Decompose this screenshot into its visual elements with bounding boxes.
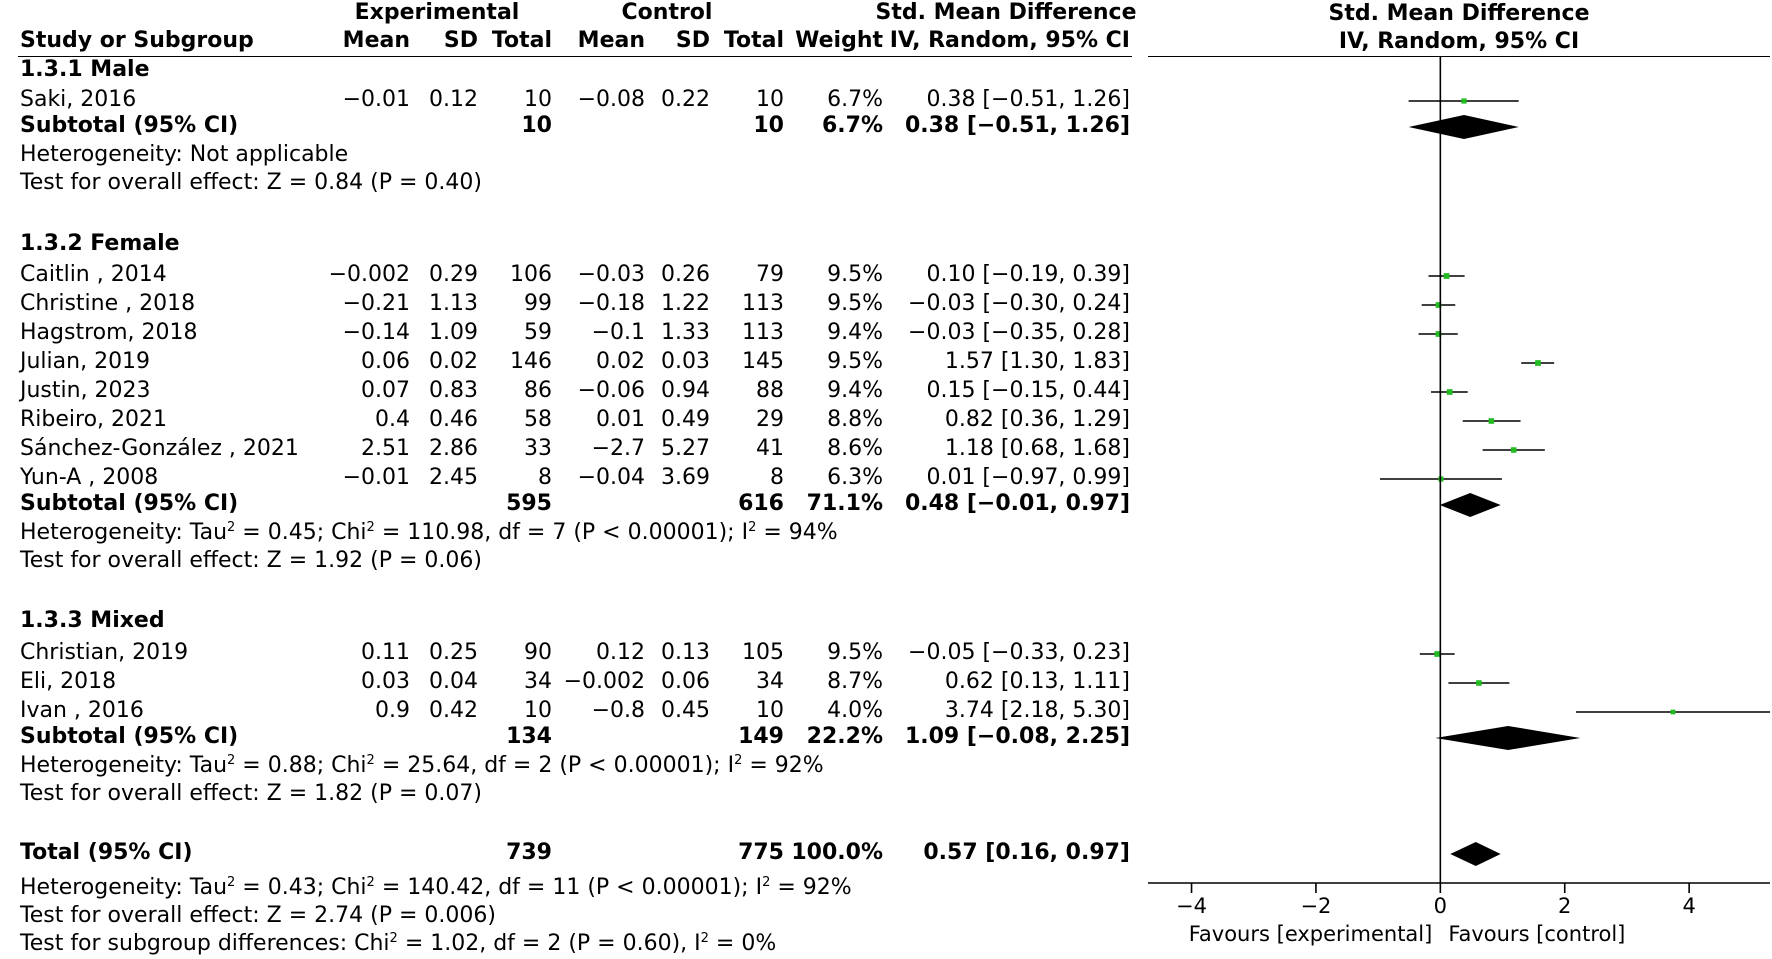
study-row-e-sd: 1.13 — [429, 291, 478, 316]
study-row-ci: 1.18 [0.68, 1.68] — [944, 436, 1130, 461]
study-row-c-sd: 0.26 — [661, 262, 710, 287]
total-heterogeneity-text: Heterogeneity: Tau$^2$ = 0.43; Chi$^2$ = 140.42, df = 11 (P < 0.00001); $I^2 = 92\%$ — [20, 875, 852, 900]
study-row-c-mean: −0.06 — [577, 378, 645, 403]
study-row-e-total: 34 — [524, 669, 552, 694]
header-c-mean: Mean — [577, 28, 645, 53]
study-row-name: Saki, 2016 — [20, 87, 137, 112]
study-row-e-total: 86 — [524, 378, 552, 403]
study-row-e-total: 58 — [524, 407, 552, 432]
study-row-e-mean: 0.4 — [375, 407, 410, 432]
subtotal-row-ci: 0.48 [−0.01, 0.97] — [904, 491, 1130, 516]
subtotal-row-diamond — [1440, 493, 1501, 517]
study-row-c-mean: −2.7 — [591, 436, 645, 461]
header-weight: Weight — [795, 28, 883, 53]
study-row-ci: −0.05 [−0.33, 0.23] — [908, 640, 1130, 665]
study-row-weight: 6.3% — [827, 465, 883, 490]
study-row-weight: 4.0% — [827, 698, 883, 723]
study-row-name: Caitlin , 2014 — [20, 262, 167, 287]
header-rule — [18, 56, 1132, 57]
overall-effect-text: Test for overall effect: Z = 1.82 (P = 0.07) — [20, 781, 482, 806]
x-tick-label: 4 — [1682, 894, 1696, 918]
heterogeneity-text: Heterogeneity: Tau$^2$ = 0.88; Chi$^2$ = 25.64, df = 2 (P < 0.00001); $I^2 = 92\%$ — [20, 753, 824, 778]
study-row-c-sd: 0.49 — [661, 407, 710, 432]
study-row-e-total: 59 — [524, 320, 552, 345]
study-row-weight: 6.7% — [827, 87, 883, 112]
study-row-e-total: 10 — [524, 87, 552, 112]
subtotal-row-c-total: 149 — [738, 724, 784, 749]
study-row-name: Christine , 2018 — [20, 291, 196, 316]
header-smd: Std. Mean Difference — [875, 0, 1137, 25]
study-row-name: Sánchez-González , 2021 — [20, 436, 299, 461]
study-row-name: Ribeiro, 2021 — [20, 407, 168, 432]
study-row-marker — [1511, 447, 1517, 453]
study-row-ci: 0.82 [0.36, 1.29] — [944, 407, 1130, 432]
study-row-e-mean: −0.14 — [342, 320, 410, 345]
subtotal-row-e-total: 134 — [506, 724, 552, 749]
study-row-c-sd: 5.27 — [661, 436, 710, 461]
favours-experimental-label: Favours [experimental] — [1188, 922, 1433, 946]
study-row-c-total: 113 — [742, 320, 784, 345]
header-e-sd: SD — [443, 28, 478, 53]
study-row-ci: 3.74 [2.18, 5.30] — [944, 698, 1130, 723]
subtotal-row-ci: 1.09 [−0.08, 2.25] — [904, 724, 1130, 749]
header-e-mean: Mean — [342, 28, 410, 53]
study-row-c-sd: 3.69 — [661, 465, 710, 490]
study-row-c-mean: −0.08 — [577, 87, 645, 112]
study-row-weight: 8.8% — [827, 407, 883, 432]
study-row-marker — [1444, 273, 1450, 279]
subgroup-differences-text: Test for subgroup differences: Chi$^2$ = 1.02, df = 2 (P = 0.60), $I^2 = 0\%$ — [20, 931, 777, 956]
study-row-e-mean: 0.11 — [361, 640, 410, 665]
study-row-e-total: 8 — [538, 465, 552, 490]
study-row-e-mean: 0.06 — [361, 349, 410, 374]
study-row-marker — [1489, 418, 1495, 424]
study-row-e-sd: 1.09 — [429, 320, 478, 345]
study-row-e-mean: −0.21 — [342, 291, 410, 316]
subtotal-row-label: Subtotal (95% CI) — [20, 113, 239, 138]
study-row-c-total: 41 — [756, 436, 784, 461]
subgroup-title: 1.3.1 Male — [20, 57, 150, 82]
study-row-marker — [1447, 389, 1453, 395]
study-row-c-total: 105 — [742, 640, 784, 665]
header-experimental: Experimental — [354, 0, 520, 25]
study-row-c-total: 145 — [742, 349, 784, 374]
study-row-c-total: 34 — [756, 669, 784, 694]
study-row-c-mean: −0.1 — [591, 320, 645, 345]
subtotal-row-e-total: 595 — [506, 491, 552, 516]
study-row-ci: 0.15 [−0.15, 0.44] — [926, 378, 1130, 403]
study-row-e-total: 99 — [524, 291, 552, 316]
plot-header-rule — [1148, 56, 1770, 57]
study-row-weight: 8.6% — [827, 436, 883, 461]
subtotal-row-c-total: 10 — [753, 113, 784, 138]
total-row-label: Total (95% CI) — [20, 840, 193, 865]
study-row-name: Hagstrom, 2018 — [20, 320, 198, 345]
study-row-c-mean: 0.01 — [596, 407, 645, 432]
study-row-c-sd: 1.22 — [661, 291, 710, 316]
study-row-e-mean: −0.01 — [342, 465, 410, 490]
study-row-c-sd: 0.06 — [661, 669, 710, 694]
study-row-e-sd: 0.04 — [429, 669, 478, 694]
study-row-weight: 9.4% — [827, 378, 883, 403]
study-row-c-sd: 1.33 — [661, 320, 710, 345]
study-row-c-mean: 0.12 — [596, 640, 645, 665]
study-row-e-total: 90 — [524, 640, 552, 665]
study-row-c-sd: 0.22 — [661, 87, 710, 112]
total-overall-effect-text: Test for overall effect: Z = 2.74 (P = 0.006) — [20, 903, 496, 928]
study-row-c-sd: 0.13 — [661, 640, 710, 665]
study-row-e-sd: 0.12 — [429, 87, 478, 112]
subtotal-row-diamond — [1435, 726, 1580, 750]
study-row-c-sd: 0.94 — [661, 378, 710, 403]
subtotal-row-weight: 22.2% — [806, 724, 883, 749]
study-row-e-sd: 0.29 — [429, 262, 478, 287]
study-row-weight: 8.7% — [827, 669, 883, 694]
study-row-e-sd: 0.46 — [429, 407, 478, 432]
study-row-ci: 0.62 [0.13, 1.11] — [944, 669, 1130, 694]
study-row-c-mean: −0.002 — [563, 669, 645, 694]
study-row-e-sd: 0.02 — [429, 349, 478, 374]
subtotal-row-label: Subtotal (95% CI) — [20, 724, 239, 749]
study-row-name: Yun-A , 2008 — [20, 465, 159, 490]
study-row-c-mean: −0.8 — [591, 698, 645, 723]
study-row-e-mean: −0.01 — [342, 87, 410, 112]
study-row-c-mean: 0.02 — [596, 349, 645, 374]
study-row-c-mean: −0.18 — [577, 291, 645, 316]
x-tick-label: −4 — [1176, 894, 1208, 918]
study-row-name: Julian, 2019 — [20, 349, 151, 374]
study-row-c-total: 113 — [742, 291, 784, 316]
study-row-e-sd: 0.42 — [429, 698, 478, 723]
study-row-name: Eli, 2018 — [20, 669, 117, 694]
plot-header-title: Std. Mean Difference — [1328, 1, 1590, 26]
study-row-e-sd: 2.45 — [429, 465, 478, 490]
study-row-ci: 1.57 [1.30, 1.83] — [944, 349, 1130, 374]
study-row-ci: −0.03 [−0.35, 0.28] — [908, 320, 1130, 345]
study-row-marker — [1535, 360, 1541, 366]
study-row-marker — [1434, 651, 1440, 657]
study-row-c-total: 88 — [756, 378, 784, 403]
x-tick-label: 0 — [1433, 894, 1448, 918]
plot-header-subtitle: IV, Random, 95% CI — [1338, 29, 1580, 54]
total-row-diamond — [1450, 842, 1500, 866]
subtotal-row-diamond — [1409, 115, 1519, 139]
study-row-ci: 0.38 [−0.51, 1.26] — [926, 87, 1130, 112]
study-row-c-mean: −0.03 — [577, 262, 645, 287]
study-row-weight: 9.5% — [827, 262, 883, 287]
study-row-c-total: 79 — [756, 262, 784, 287]
study-row-e-mean: 0.9 — [375, 698, 410, 723]
study-row-e-total: 33 — [524, 436, 552, 461]
study-row-c-total: 10 — [756, 87, 784, 112]
study-row-e-total: 146 — [510, 349, 552, 374]
study-row-name: Christian, 2019 — [20, 640, 189, 665]
study-row-e-mean: 2.51 — [361, 436, 410, 461]
header-control: Control — [621, 0, 713, 25]
study-row-e-total: 10 — [524, 698, 552, 723]
study-row-c-total: 29 — [756, 407, 784, 432]
study-row-weight: 9.4% — [827, 320, 883, 345]
study-row-c-sd: 0.45 — [661, 698, 710, 723]
study-row-e-sd: 2.86 — [429, 436, 478, 461]
header-study: Study or Subgroup — [20, 28, 254, 53]
subtotal-row-label: Subtotal (95% CI) — [20, 491, 239, 516]
study-row-c-total: 8 — [770, 465, 784, 490]
study-row-c-sd: 0.03 — [661, 349, 710, 374]
study-row-weight: 9.5% — [827, 349, 883, 374]
study-row-marker — [1476, 680, 1482, 686]
study-row-ci: 0.10 [−0.19, 0.39] — [926, 262, 1130, 287]
header-c-total: Total — [723, 28, 784, 53]
total-row-ci: 0.57 [0.16, 0.97] — [923, 840, 1130, 865]
study-row-e-mean: 0.03 — [361, 669, 410, 694]
study-row-ci: −0.03 [−0.30, 0.24] — [908, 291, 1130, 316]
study-row-e-mean: −0.002 — [328, 262, 410, 287]
study-row-weight: 9.5% — [827, 640, 883, 665]
subtotal-row-weight: 71.1% — [806, 491, 883, 516]
favours-control-label: Favours [control] — [1448, 922, 1626, 946]
total-row-weight: 100.0% — [791, 840, 883, 865]
study-row-marker — [1461, 98, 1466, 103]
header-method: IV, Random, 95% CI — [889, 28, 1130, 53]
overall-effect-text: Test for overall effect: Z = 0.84 (P = 0.40) — [20, 170, 482, 195]
subgroup-title: 1.3.2 Female — [20, 231, 180, 256]
subgroup-title: 1.3.3 Mixed — [20, 608, 165, 633]
study-row-name: Ivan , 2016 — [20, 698, 144, 723]
study-row-c-mean: −0.04 — [577, 465, 645, 490]
overall-effect-text: Test for overall effect: Z = 1.92 (P = 0.06) — [20, 548, 482, 573]
subtotal-row-weight: 6.7% — [821, 113, 883, 138]
study-row-name: Justin, 2023 — [20, 378, 151, 403]
total-row-e-total: 739 — [506, 840, 552, 865]
heterogeneity-text: Heterogeneity: Tau$^2$ = 0.45; Chi$^2$ = 110.98, df = 7 (P < 0.00001); $I^2 = 94\%$ — [20, 520, 838, 545]
x-tick-label: 2 — [1558, 894, 1572, 918]
subtotal-row-e-total: 10 — [521, 113, 552, 138]
subtotal-row-ci: 0.38 [−0.51, 1.26] — [904, 113, 1130, 138]
study-row-e-sd: 0.83 — [429, 378, 478, 403]
x-tick-label: −2 — [1300, 894, 1332, 918]
study-row-e-total: 106 — [510, 262, 552, 287]
subtotal-row-c-total: 616 — [738, 491, 784, 516]
heterogeneity-text: Heterogeneity: Not applicable — [20, 142, 349, 167]
total-row-c-total: 775 — [738, 840, 784, 865]
study-row-marker — [1671, 710, 1676, 715]
study-row-c-total: 10 — [756, 698, 784, 723]
study-row-e-sd: 0.25 — [429, 640, 478, 665]
header-c-sd: SD — [675, 28, 710, 53]
study-row-e-mean: 0.07 — [361, 378, 410, 403]
header-e-total: Total — [491, 28, 552, 53]
study-row-ci: 0.01 [−0.97, 0.99] — [926, 465, 1130, 490]
study-row-weight: 9.5% — [827, 291, 883, 316]
